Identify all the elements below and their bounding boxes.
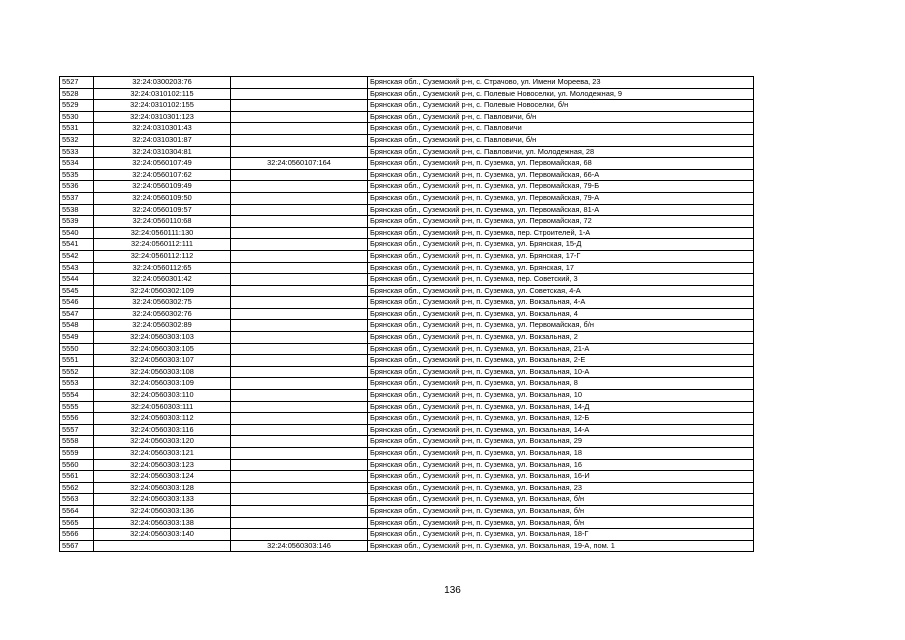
row-number-cell: 5542 (60, 250, 94, 262)
row-number-cell: 5541 (60, 239, 94, 251)
cadastral-number-cell: 32:24:0560112:65 (94, 262, 231, 274)
row-number-cell: 5559 (60, 448, 94, 460)
row-number-cell: 5567 (60, 540, 94, 552)
address-cell: Брянская обл., Суземский р-н, п. Суземка, ул. Вокзальная, 4 (368, 308, 754, 320)
row-number-cell: 5535 (60, 169, 94, 181)
row-number-cell: 5557 (60, 424, 94, 436)
table-row (60, 88, 754, 100)
table-row (60, 448, 754, 460)
row-number-cell: 5565 (60, 517, 94, 529)
related-cadastral-number-cell (231, 320, 368, 332)
cadastral-number-cell: 32:24:0560303:136 (94, 505, 231, 517)
address-cell: Брянская обл., Суземский р-н, с. Павловичи, б/н (368, 134, 754, 146)
row-number-cell: 5558 (60, 436, 94, 448)
related-cadastral-number-cell (231, 332, 368, 344)
row-number-cell: 5560 (60, 459, 94, 471)
cadastral-number-cell: 32:24:0560302:109 (94, 285, 231, 297)
related-cadastral-number-cell (231, 355, 368, 367)
cadastral-number-cell: 32:24:0560303:108 (94, 366, 231, 378)
related-cadastral-number-cell (231, 285, 368, 297)
cadastral-number-cell: 32:24:0560302:75 (94, 297, 231, 309)
address-cell: Брянская обл., Суземский р-н, п. Суземка, ул. Вокзальная, б/н (368, 517, 754, 529)
address-cell: Брянская обл., Суземский р-н, п. Суземка, ул. Брянская, 17 (368, 262, 754, 274)
cadastral-number-cell: 32:24:0310301:123 (94, 111, 231, 123)
table-row (60, 378, 754, 390)
table-row (60, 77, 754, 89)
address-cell: Брянская обл., Суземский р-н, п. Суземка, ул. Советская, 4-А (368, 285, 754, 297)
address-cell: Брянская обл., Суземский р-н, с. Павловичи, ул. Молодежная, 28 (368, 146, 754, 158)
row-number-cell: 5551 (60, 355, 94, 367)
table-row (60, 239, 754, 251)
table-row (60, 134, 754, 146)
address-cell: Брянская обл., Суземский р-н, с. Страчово, ул. Имени Мореева, 23 (368, 77, 754, 89)
table-row (60, 181, 754, 193)
row-number-cell: 5555 (60, 401, 94, 413)
related-cadastral-number-cell (231, 250, 368, 262)
row-number-cell: 5531 (60, 123, 94, 135)
row-number-cell: 5563 (60, 494, 94, 506)
related-cadastral-number-cell (231, 517, 368, 529)
row-number-cell: 5537 (60, 192, 94, 204)
address-cell: Брянская обл., Суземский р-н, п. Суземка, ул. Вокзальная, 23 (368, 482, 754, 494)
cadastral-number-cell: 32:24:0560303:133 (94, 494, 231, 506)
row-number-cell: 5554 (60, 390, 94, 402)
related-cadastral-number-cell (231, 308, 368, 320)
related-cadastral-number-cell (231, 471, 368, 483)
address-cell: Брянская обл., Суземский р-н, п. Суземка, ул. Вокзальная, 18 (368, 448, 754, 460)
related-cadastral-number-cell (231, 378, 368, 390)
address-cell: Брянская обл., Суземский р-н, п. Суземка, ул. Брянская, 17-Г (368, 250, 754, 262)
table-row (60, 401, 754, 413)
cadastral-number-cell: 32:24:0560301:42 (94, 274, 231, 286)
table-row (60, 192, 754, 204)
related-cadastral-number-cell (231, 227, 368, 239)
cadastral-number-cell: 32:24:0560303:105 (94, 343, 231, 355)
table-row (60, 424, 754, 436)
address-cell: Брянская обл., Суземский р-н, п. Суземка, ул. Первомайская, 79-А (368, 192, 754, 204)
address-cell: Брянская обл., Суземский р-н, п. Суземка, ул. Первомайская, 72 (368, 216, 754, 228)
cadastral-number-cell: 32:24:0560303:123 (94, 459, 231, 471)
row-number-cell: 5534 (60, 158, 94, 170)
related-cadastral-number-cell: 32:24:0560107:164 (231, 158, 368, 170)
cadastral-number-cell: 32:24:0560303:124 (94, 471, 231, 483)
related-cadastral-number-cell (231, 343, 368, 355)
cadastral-number-cell: 32:24:0560303:120 (94, 436, 231, 448)
related-cadastral-number-cell (231, 494, 368, 506)
cadastral-number-cell: 32:24:0310301:87 (94, 134, 231, 146)
registry-table-body (60, 77, 754, 552)
address-cell: Брянская обл., Суземский р-н, п. Суземка, ул. Вокзальная, б/н (368, 494, 754, 506)
cadastral-number-cell: 32:24:0560303:112 (94, 413, 231, 425)
related-cadastral-number-cell (231, 366, 368, 378)
cadastral-number-cell: 32:24:0300203:76 (94, 77, 231, 89)
cadastral-number-cell: 32:24:0560303:111 (94, 401, 231, 413)
related-cadastral-number-cell (231, 204, 368, 216)
related-cadastral-number-cell (231, 123, 368, 135)
related-cadastral-number-cell (231, 482, 368, 494)
address-cell: Брянская обл., Суземский р-н, п. Суземка, ул. Вокзальная, 10 (368, 390, 754, 402)
address-cell: Брянская обл., Суземский р-н, п. Суземка, пер. Советский, 3 (368, 274, 754, 286)
cadastral-number-cell: 32:24:0560112:112 (94, 250, 231, 262)
table-row (60, 413, 754, 425)
cadastral-number-cell: 32:24:0560107:62 (94, 169, 231, 181)
row-number-cell: 5533 (60, 146, 94, 158)
related-cadastral-number-cell (231, 192, 368, 204)
row-number-cell: 5562 (60, 482, 94, 494)
cadastral-number-cell (94, 540, 231, 552)
row-number-cell: 5550 (60, 343, 94, 355)
cadastral-number-cell: 32:24:0560303:107 (94, 355, 231, 367)
related-cadastral-number-cell (231, 459, 368, 471)
row-number-cell: 5528 (60, 88, 94, 100)
row-number-cell: 5566 (60, 529, 94, 541)
address-cell: Брянская обл., Суземский р-н, п. Суземка, ул. Первомайская, 81-А (368, 204, 754, 216)
table-row (60, 285, 754, 297)
row-number-cell: 5527 (60, 77, 94, 89)
cadastral-number-cell: 32:24:0560110:68 (94, 216, 231, 228)
cadastral-number-cell: 32:24:0560302:76 (94, 308, 231, 320)
related-cadastral-number-cell (231, 274, 368, 286)
cadastral-number-cell: 32:24:0560107:49 (94, 158, 231, 170)
related-cadastral-number-cell (231, 529, 368, 541)
row-number-cell: 5536 (60, 181, 94, 193)
table-row (60, 390, 754, 402)
cadastral-number-cell: 32:24:0560303:110 (94, 390, 231, 402)
address-cell: Брянская обл., Суземский р-н, п. Суземка, ул. Первомайская, б/н (368, 320, 754, 332)
table-row (60, 482, 754, 494)
row-number-cell: 5548 (60, 320, 94, 332)
table-row (60, 274, 754, 286)
address-cell: Брянская обл., Суземский р-н, п. Суземка, ул. Первомайская, 66-А (368, 169, 754, 181)
row-number-cell: 5540 (60, 227, 94, 239)
related-cadastral-number-cell (231, 100, 368, 112)
address-cell: Брянская обл., Суземский р-н, п. Суземка, ул. Вокзальная, 2-Е (368, 355, 754, 367)
related-cadastral-number-cell (231, 448, 368, 460)
row-number-cell: 5530 (60, 111, 94, 123)
cadastral-number-cell: 32:24:0310102:155 (94, 100, 231, 112)
table-row (60, 216, 754, 228)
cadastral-number-cell: 32:24:0560303:116 (94, 424, 231, 436)
row-number-cell: 5529 (60, 100, 94, 112)
table-row (60, 343, 754, 355)
related-cadastral-number-cell (231, 401, 368, 413)
row-number-cell: 5547 (60, 308, 94, 320)
related-cadastral-number-cell (231, 239, 368, 251)
cadastral-number-cell: 32:24:0560303:109 (94, 378, 231, 390)
related-cadastral-number-cell (231, 390, 368, 402)
cadastral-number-cell: 32:24:0560109:50 (94, 192, 231, 204)
address-cell: Брянская обл., Суземский р-н, п. Суземка, ул. Вокзальная, 14-Д (368, 401, 754, 413)
table-row (60, 355, 754, 367)
table-row (60, 436, 754, 448)
table-row (60, 146, 754, 158)
related-cadastral-number-cell (231, 297, 368, 309)
related-cadastral-number-cell (231, 77, 368, 89)
cadastral-number-cell: 32:24:0560303:103 (94, 332, 231, 344)
table-row (60, 540, 754, 552)
row-number-cell: 5553 (60, 378, 94, 390)
cadastral-number-cell: 32:24:0560303:128 (94, 482, 231, 494)
table-row (60, 169, 754, 181)
row-number-cell: 5564 (60, 505, 94, 517)
table-row (60, 308, 754, 320)
row-number-cell: 5539 (60, 216, 94, 228)
address-cell: Брянская обл., Суземский р-н, с. Полевые Новоселки, ул. Молодежная, 9 (368, 88, 754, 100)
address-cell: Брянская обл., Суземский р-н, с. Павловичи (368, 123, 754, 135)
address-cell: Брянская обл., Суземский р-н, п. Суземка, ул. Вокзальная, 12-Б (368, 413, 754, 425)
related-cadastral-number-cell (231, 262, 368, 274)
address-cell: Брянская обл., Суземский р-н, п. Суземка, ул. Вокзальная, 8 (368, 378, 754, 390)
related-cadastral-number-cell (231, 216, 368, 228)
address-cell: Брянская обл., Суземский р-н, п. Суземка, ул. Брянская, 15-Д (368, 239, 754, 251)
cadastral-number-cell: 32:24:0560111:130 (94, 227, 231, 239)
table-row (60, 459, 754, 471)
row-number-cell: 5556 (60, 413, 94, 425)
cadastral-number-cell: 32:24:0560302:89 (94, 320, 231, 332)
address-cell: Брянская обл., Суземский р-н, с. Павловичи, б/н (368, 111, 754, 123)
address-cell: Брянская обл., Суземский р-н, п. Суземка, ул. Вокзальная, 2 (368, 332, 754, 344)
related-cadastral-number-cell: 32:24:0560303:146 (231, 540, 368, 552)
table-row (60, 494, 754, 506)
row-number-cell: 5552 (60, 366, 94, 378)
table-row (60, 123, 754, 135)
cadastral-number-cell: 32:24:0310304:81 (94, 146, 231, 158)
table-row (60, 517, 754, 529)
page-number: 136 (444, 585, 461, 596)
table-row (60, 262, 754, 274)
table-row (60, 529, 754, 541)
related-cadastral-number-cell (231, 505, 368, 517)
table-row (60, 100, 754, 112)
address-cell: Брянская обл., Суземский р-н, п. Суземка, ул. Первомайская, 68 (368, 158, 754, 170)
cadastral-number-cell: 32:24:0310301:43 (94, 123, 231, 135)
address-cell: Брянская обл., Суземский р-н, п. Суземка, ул. Вокзальная, 21-А (368, 343, 754, 355)
row-number-cell: 5543 (60, 262, 94, 274)
cadastral-number-cell: 32:24:0310102:115 (94, 88, 231, 100)
related-cadastral-number-cell (231, 146, 368, 158)
related-cadastral-number-cell (231, 111, 368, 123)
related-cadastral-number-cell (231, 169, 368, 181)
row-number-cell: 5538 (60, 204, 94, 216)
address-cell: Брянская обл., Суземский р-н, п. Суземка, ул. Вокзальная, 18-Г (368, 529, 754, 541)
related-cadastral-number-cell (231, 424, 368, 436)
address-cell: Брянская обл., Суземский р-н, п. Суземка, ул. Вокзальная, б/н (368, 505, 754, 517)
related-cadastral-number-cell (231, 436, 368, 448)
cadastral-number-cell: 32:24:0560303:140 (94, 529, 231, 541)
cadastral-number-cell: 32:24:0560303:121 (94, 448, 231, 460)
related-cadastral-number-cell (231, 181, 368, 193)
table-row (60, 366, 754, 378)
row-number-cell: 5545 (60, 285, 94, 297)
cadastral-number-cell: 32:24:0560109:49 (94, 181, 231, 193)
table-row (60, 320, 754, 332)
table-row (60, 227, 754, 239)
address-cell: Брянская обл., Суземский р-н, п. Суземка, ул. Вокзальная, 4-А (368, 297, 754, 309)
table-row (60, 471, 754, 483)
address-cell: Брянская обл., Суземский р-н, п. Суземка, ул. Первомайская, 79-Б (368, 181, 754, 193)
related-cadastral-number-cell (231, 88, 368, 100)
table-row (60, 204, 754, 216)
row-number-cell: 5546 (60, 297, 94, 309)
row-number-cell: 5549 (60, 332, 94, 344)
row-number-cell: 5544 (60, 274, 94, 286)
address-cell: Брянская обл., Суземский р-н, п. Суземка, ул. Вокзальная, 10-А (368, 366, 754, 378)
row-number-cell: 5532 (60, 134, 94, 146)
table-row (60, 158, 754, 170)
address-cell: Брянская обл., Суземский р-н, п. Суземка, ул. Вокзальная, 14-А (368, 424, 754, 436)
address-cell: Брянская обл., Суземский р-н, с. Полевые Новоселки, б/н (368, 100, 754, 112)
cadastral-number-cell: 32:24:0560112:111 (94, 239, 231, 251)
related-cadastral-number-cell (231, 413, 368, 425)
address-cell: Брянская обл., Суземский р-н, п. Суземка, ул. Вокзальная, 16-И (368, 471, 754, 483)
cadastral-number-cell: 32:24:0560109:57 (94, 204, 231, 216)
address-cell: Брянская обл., Суземский р-н, п. Суземка, пер. Строителей, 1-А (368, 227, 754, 239)
cadastral-number-cell: 32:24:0560303:138 (94, 517, 231, 529)
address-cell: Брянская обл., Суземский р-н, п. Суземка, ул. Вокзальная, 16 (368, 459, 754, 471)
table-row (60, 111, 754, 123)
table-row (60, 297, 754, 309)
table-row (60, 332, 754, 344)
cadastral-registry-table (59, 76, 754, 552)
table-row (60, 250, 754, 262)
row-number-cell: 5561 (60, 471, 94, 483)
address-cell: Брянская обл., Суземский р-н, п. Суземка, ул. Вокзальная, 19-А, пом. 1 (368, 540, 754, 552)
address-cell: Брянская обл., Суземский р-н, п. Суземка, ул. Вокзальная, 29 (368, 436, 754, 448)
related-cadastral-number-cell (231, 134, 368, 146)
table-row (60, 505, 754, 517)
